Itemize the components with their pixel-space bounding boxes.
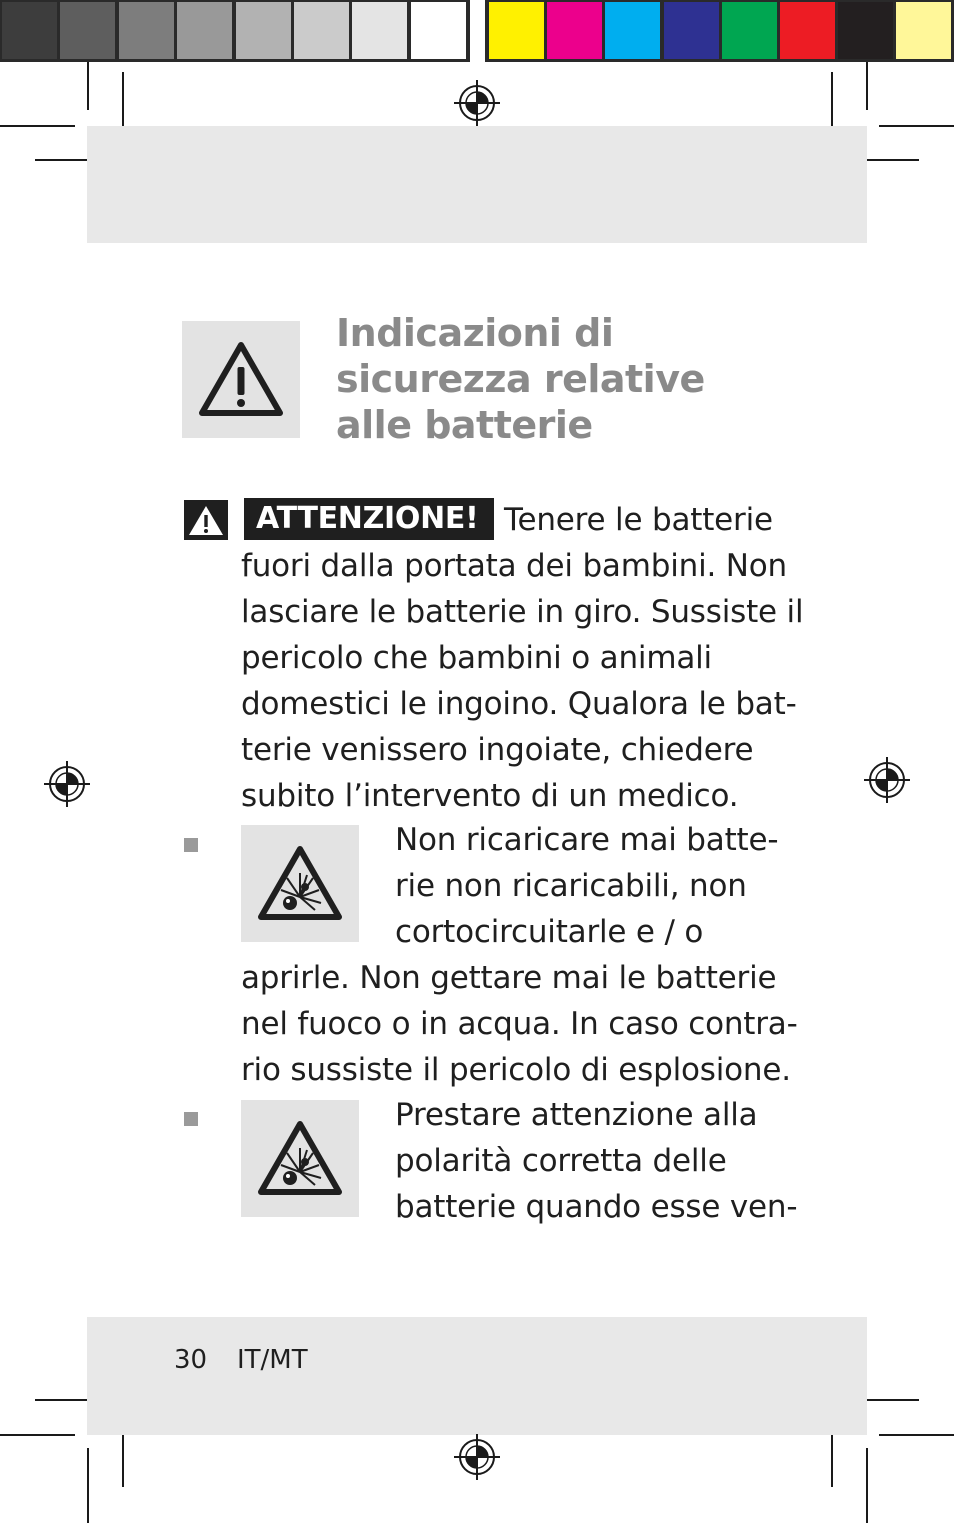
- text-line: rio sussiste il pericolo di esplosione.: [241, 1052, 791, 1088]
- registration-mark-icon: [44, 761, 90, 807]
- warning-first-line: Tenere le batterie: [504, 502, 773, 538]
- text-line: Prestare attenzione alla: [395, 1097, 758, 1133]
- title-line: Indicazioni di: [336, 311, 614, 355]
- color-swatch: [605, 2, 660, 59]
- text-line: cortocircuitarle e / o: [395, 914, 704, 950]
- section-title: [336, 310, 806, 448]
- text-line: lasciare le batterie in giro. Sussiste il: [241, 594, 804, 630]
- gray-swatch: [119, 2, 174, 59]
- text-line: rie non ricaricabili, non: [395, 868, 747, 904]
- crop-mark: [122, 72, 124, 134]
- crop-mark: [35, 159, 87, 161]
- page-number: 30: [174, 1345, 208, 1375]
- crop-mark: [35, 1399, 87, 1401]
- crop-mark: [867, 1399, 919, 1401]
- warning-badge-label: ATTENZIONE!: [256, 501, 479, 536]
- bullet: [184, 838, 198, 852]
- crop-mark: [0, 125, 75, 127]
- warning-triangle-icon: [184, 500, 228, 540]
- gray-swatch: [177, 2, 232, 59]
- color-swatch: [896, 2, 951, 59]
- text-line: batterie quando esse ven-: [395, 1189, 798, 1225]
- item1-full-text: [241, 955, 798, 1093]
- color-swatch: [664, 2, 719, 59]
- text-line: fuori dalla portata dei bambini. Non: [241, 548, 787, 584]
- color-swatch: [722, 2, 777, 59]
- section-warning-box: [182, 321, 300, 438]
- text-line: polarità corretta delle: [395, 1143, 727, 1179]
- warning-triangle-icon: [198, 341, 284, 417]
- text-line: pericolo che bambini o animali: [241, 640, 712, 676]
- crop-mark: [87, 62, 89, 110]
- explosion-hazard-icon: [257, 1120, 343, 1198]
- text-line: terie venissero ingoiate, chiedere: [241, 732, 754, 768]
- gray-swatch: [236, 2, 291, 59]
- text-line: nel fuoco o in acqua. In caso contra-: [241, 1006, 798, 1042]
- crop-mark: [879, 125, 954, 127]
- crop-mark: [866, 1448, 868, 1523]
- registration-mark-icon: [864, 757, 910, 803]
- color-swatch: [838, 2, 893, 59]
- color-swatch: [780, 2, 835, 59]
- text-line: domestici le ingoino. Qualora le bat-: [241, 686, 797, 722]
- text-line: aprirle. Non gettare mai le batterie: [241, 960, 777, 996]
- title-line: alle batterie: [336, 403, 593, 447]
- gray-swatch: [411, 2, 466, 59]
- warning-body: [241, 543, 803, 819]
- item2-side-text: [395, 1092, 797, 1230]
- item1-side-text: [395, 817, 778, 955]
- registration-mark-icon: [454, 1434, 500, 1480]
- explosion-hazard-box: [241, 825, 359, 942]
- color-swatch: [547, 2, 602, 59]
- warning-badge: [244, 498, 494, 540]
- crop-mark: [0, 1434, 75, 1436]
- registration-mark-icon: [454, 80, 500, 126]
- color-swatch: [489, 2, 544, 59]
- explosion-hazard-icon: [257, 845, 343, 923]
- language-code: IT/MT: [237, 1345, 308, 1375]
- gray-swatch: [2, 2, 57, 59]
- text-line: Non ricaricare mai batte-: [395, 822, 779, 858]
- crop-mark: [866, 62, 868, 110]
- bullet: [184, 1112, 198, 1126]
- title-line: sicurezza relative: [336, 357, 705, 401]
- header-band: [87, 126, 867, 243]
- footer-band: [87, 1317, 867, 1435]
- crop-mark: [867, 159, 919, 161]
- text-line: subito l’intervento di un medico.: [241, 778, 739, 814]
- gray-swatch: [352, 2, 407, 59]
- crop-mark: [831, 72, 833, 134]
- gray-swatch: [60, 2, 115, 59]
- crop-mark: [87, 1448, 89, 1523]
- gray-swatch: [294, 2, 349, 59]
- crop-mark: [879, 1434, 954, 1436]
- explosion-hazard-box: [241, 1100, 359, 1217]
